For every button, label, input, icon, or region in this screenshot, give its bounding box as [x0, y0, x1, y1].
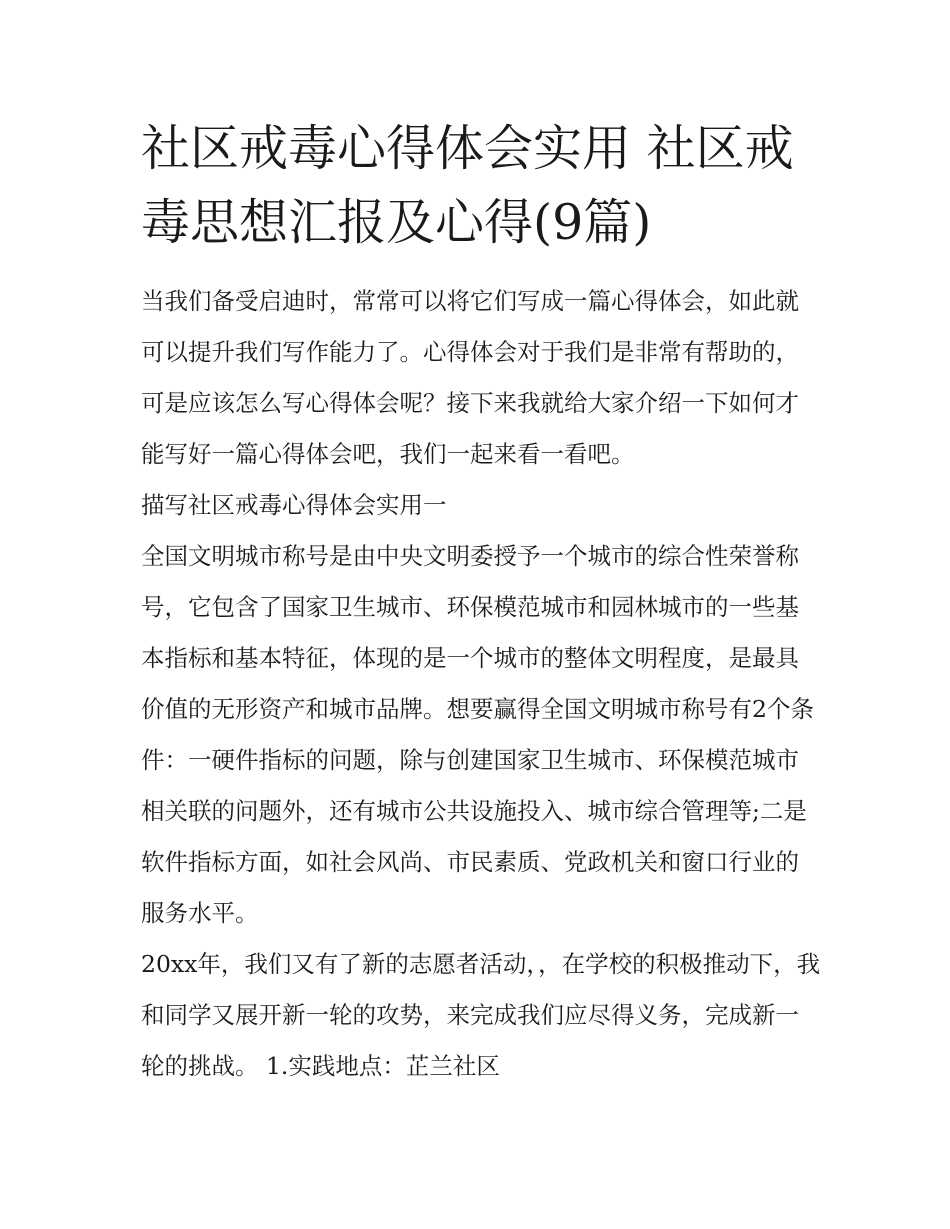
section-heading: 描写社区戒毒心得体会实用一 [141, 491, 447, 519]
intro-paragraph: 当我们备受启迪时，常常可以将它们写成一篇心得体会，如此就可以提升我们写作能力了。心得体会对于我们是非常有帮助的，可是应该怎么写心得体会呢？接下来我就给大家介绍一下如何才能写好一篇心得体会吧，我们一起来看一看吧。 [141, 287, 799, 468]
body-paragraph: 全国文明城市称号是由中央文明委授予一个城市的综合性荣誉称号，它包含了国家卫生城市、环保模范城市和园林城市的一些基本指标和基本特征，体现的是一个城市的整体文明程度，是最具价值的无形资产和城市品牌。想要赢得全国文明城市称号有2个条件：一硬件指标的问题，除与创建国家卫生城市、环保模范城市相关联的问题外，还有城市公共设施投入、城市综合管理等;二是软件指标方面，如社会风尚、市民素质、党政机关和窗口行业的服务水平。 [141, 542, 814, 927]
document-body [141, 276, 821, 1092]
body-paragraph: 20xx年，我们又有了新的志愿者活动，，在学校的积极推动下，我和同学又展开新一轮的攻势，来完成我们应尽得义务，完成新一轮的挑战。 1.实践地点：芷兰社区 [141, 950, 821, 1080]
document-title: 社区戒毒心得体会实用 社区戒毒思想汇报及心得(9篇) [141, 120, 794, 251]
